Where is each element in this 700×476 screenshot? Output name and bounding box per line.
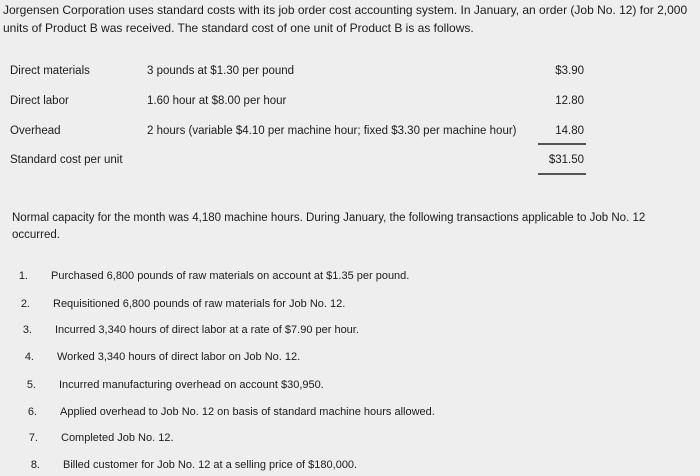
item-number: 1. <box>18 270 28 282</box>
cost-description: 2 hours (variable $4.10 per machine hour; fixed $3.30 per machine hour) <box>147 125 517 137</box>
item-number: 2. <box>20 298 30 310</box>
item-text: Completed Job No. 12. <box>61 432 174 444</box>
item-text: Requisitioned 6,800 pounds of raw materials for Job No. 12. <box>53 298 346 310</box>
item-number: 6. <box>27 406 37 418</box>
item-text: Incurred 3,340 hours of direct labor at a rate of $7.90 per hour. <box>55 324 359 336</box>
cost-amount: 12.80 <box>555 95 584 107</box>
item-text: Purchased 6,800 pounds of raw materials on account at $1.35 per pound. <box>51 270 410 282</box>
cost-label: Overhead <box>10 125 61 137</box>
normal-capacity-text: Normal capacity for the month was 4,180 machine hours. During January, the following transactions applicable to Job No. 12 occurred. <box>12 212 646 241</box>
item-number: 3. <box>22 324 32 336</box>
item-text: Billed customer for Job No. 12 at a selling price of $180,000. <box>63 459 358 471</box>
cost-description: 1.60 hour at $8.00 per hour <box>147 95 287 107</box>
item-text: Applied overhead to Job No. 12 on basis of standard machine hours allowed. <box>60 406 435 418</box>
item-text: Worked 3,340 hours of direct labor on Job No. 12. <box>57 351 301 363</box>
cost-label: Direct labor <box>10 95 69 107</box>
cost-total-amount: $31.50 <box>548 154 584 166</box>
cost-label: Standard cost per unit <box>10 154 123 166</box>
item-text: Incurred manufacturing overhead on account $30,950. <box>59 379 324 391</box>
cost-description: 3 pounds at $1.30 per pound <box>147 65 295 77</box>
problem-intro: Jorgensen Corporation uses standard costs with its job order cost accounting system. In January, an order (Job No. 12) for 2,000 units of Product B was received. The standard cost of one unit of Product B is as follows. <box>3 3 688 35</box>
cost-label: Direct materials <box>10 65 90 77</box>
item-number: 8. <box>30 459 40 471</box>
item-number: 7. <box>28 432 38 444</box>
cost-amount: 14.80 <box>555 125 584 137</box>
cost-amount: $3.90 <box>555 65 584 77</box>
item-number: 4. <box>24 351 34 363</box>
item-number: 5. <box>26 379 36 391</box>
